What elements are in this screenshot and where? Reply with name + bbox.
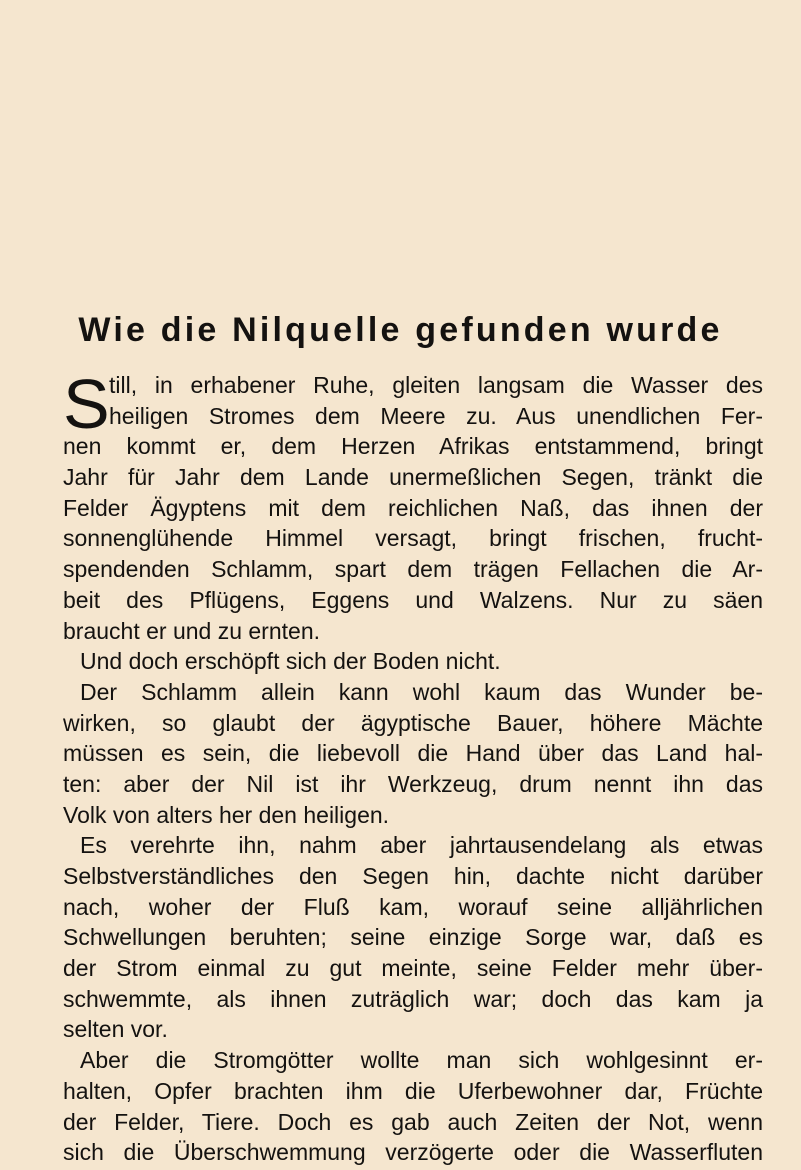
text-line: spendenden Schlamm, spart dem trägen Fellachen die Ar- bbox=[63, 556, 763, 583]
text-line: wirken, so glaubt der ägyptische Bauer, höhere Mächte bbox=[63, 709, 763, 736]
text-line: müssen es sein, die liebevoll die Hand über das Land hal- bbox=[63, 740, 763, 767]
text-line: der Strom einmal zu gut meinte, seine Felder mehr über- bbox=[63, 955, 763, 982]
text-line: Jahr für Jahr dem Lande unermeßlichen Segen, tränkt die bbox=[63, 464, 763, 491]
text-line: nen kommt er, dem Herzen Afrikas entstammend, bringt bbox=[63, 433, 763, 460]
drop-cap: S bbox=[63, 365, 110, 443]
text-line: Felder Ägyptens mit dem reichlichen Naß, das ihnen der bbox=[63, 494, 763, 521]
text-line: der Felder, Tiere. Doch es gab auch Zeiten der Not, wenn bbox=[63, 1108, 763, 1135]
text-line: heiligen Stromes dem Meere zu. Aus unendlichen Fer- bbox=[109, 402, 763, 429]
text-line: Volk von alters her den heiligen. bbox=[63, 801, 390, 828]
text-line: selten vor. bbox=[63, 1016, 168, 1043]
chapter-title: Wie die Nilquelle gefunden wurde bbox=[78, 311, 723, 349]
text-line: beit des Pflügens, Eggens und Walzens. Nur zu säen bbox=[63, 586, 763, 613]
text-line: sich die Überschwemmung verzögerte oder die Wasserfluten bbox=[63, 1139, 763, 1166]
text-line: braucht er und zu ernten. bbox=[63, 617, 320, 644]
text-line: halten, Opfer brachten ihm die Uferbewohner dar, Früchte bbox=[63, 1077, 763, 1104]
text-line: schwemmte, als ihnen zuträglich war; doch das kam ja bbox=[63, 985, 763, 1012]
text-line: Aber die Stromgötter wollte man sich wohlgesinnt er- bbox=[80, 1047, 763, 1074]
text-line: ten: aber der Nil ist ihr Werkzeug, drum nennt ihn das bbox=[63, 770, 763, 797]
text-line: till, in erhabener Ruhe, gleiten langsam die Wasser des bbox=[109, 372, 763, 398]
text-line: Schwellungen beruhten; seine einzige Sorge war, daß es bbox=[63, 924, 763, 951]
text-line: Selbstverständliches den Segen hin, dachte nicht darüber bbox=[63, 863, 763, 889]
text-line: Der Schlamm allein kann wohl kaum das Wunder be- bbox=[80, 678, 763, 705]
text-line: nach, woher der Fluß kam, worauf seine alljährlichen bbox=[63, 893, 763, 920]
chapter-body bbox=[63, 365, 763, 1168]
text-line: sonnenglühende Himmel versagt, bringt frischen, frucht- bbox=[63, 525, 763, 552]
text-line: Und doch erschöpft sich der Boden nicht. bbox=[80, 648, 501, 675]
text-line: Es verehrte ihn, nahm aber jahrtausendelang als etwas bbox=[80, 832, 763, 859]
